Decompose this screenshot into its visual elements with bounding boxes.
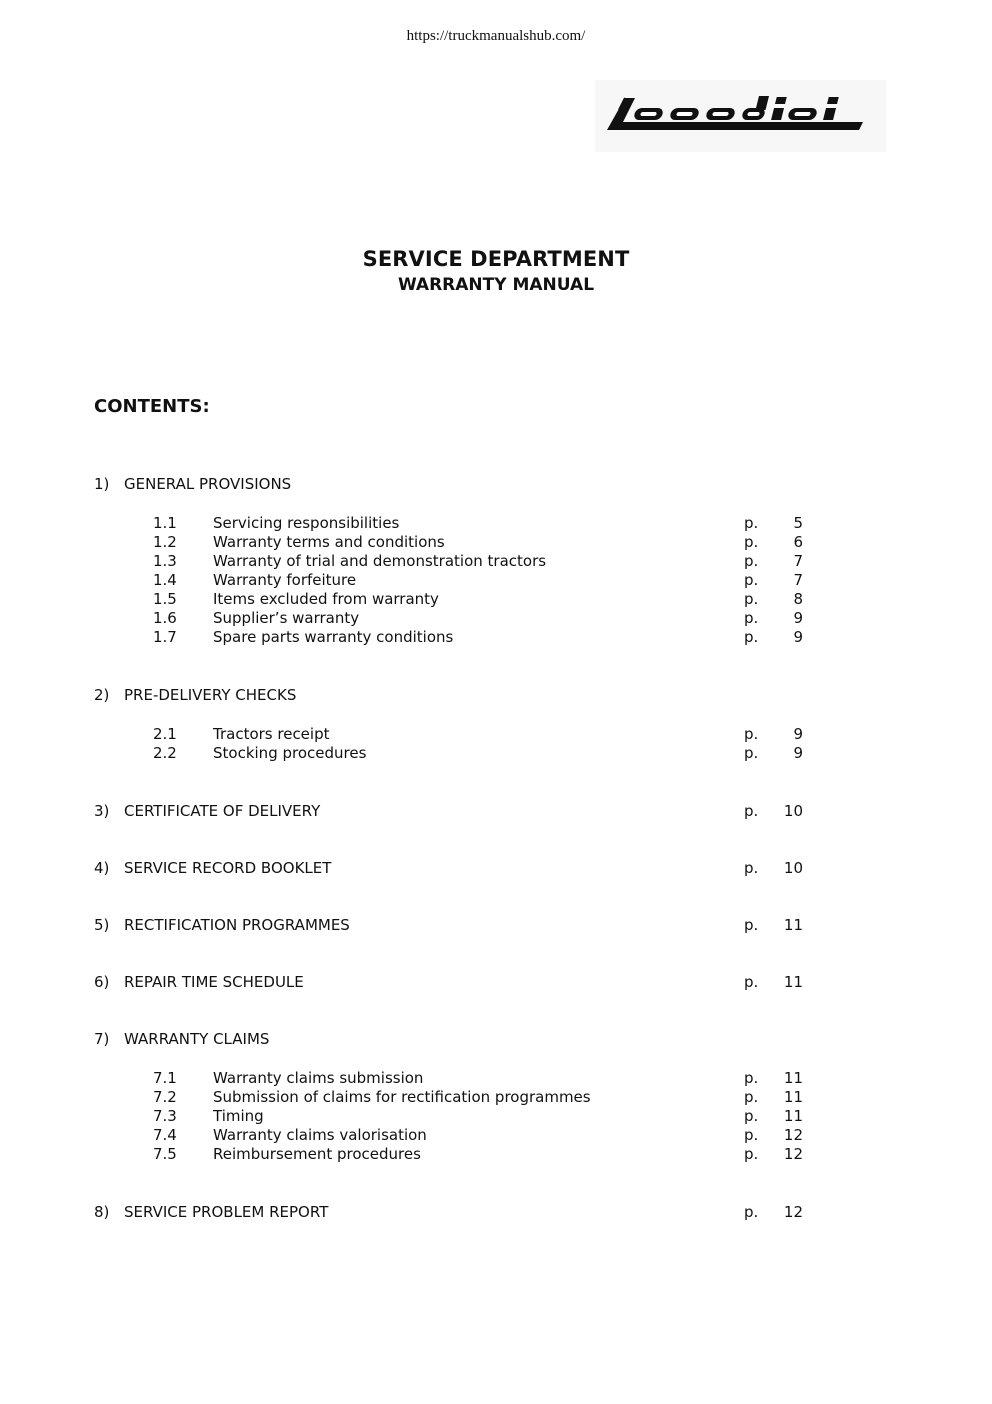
section-number: 5) <box>94 916 110 934</box>
subsection-title: Warranty forfeiture <box>213 571 357 589</box>
toc-section-row <box>0 475 992 494</box>
page-number: 9 <box>793 609 803 627</box>
contents-heading: CONTENTS: <box>94 396 210 417</box>
page-number: 6 <box>793 533 803 551</box>
toc-subsection-row <box>0 1088 992 1107</box>
subsection-number: 7.3 <box>153 1107 177 1125</box>
toc-subsection-row <box>0 628 992 647</box>
toc-subsection-row <box>0 609 992 628</box>
toc-subsection-row <box>0 590 992 609</box>
page-number: 8 <box>793 590 803 608</box>
page-prefix: p. <box>744 1126 759 1144</box>
subsection-number: 1.2 <box>153 533 177 551</box>
subsection-number: 1.6 <box>153 609 177 627</box>
section-number: 6) <box>94 973 110 991</box>
toc-subsection-row <box>0 744 992 763</box>
section-title: GENERAL PROVISIONS <box>124 475 292 493</box>
document-title: SERVICE DEPARTMENT <box>362 247 630 271</box>
page-prefix: p. <box>744 916 759 934</box>
subsection-title: Tractors receipt <box>213 725 330 743</box>
subsection-number: 2.1 <box>153 725 177 743</box>
toc-section-row <box>0 802 992 821</box>
page-number: 10 <box>783 802 803 820</box>
page-prefix: p. <box>744 1145 759 1163</box>
page-number: 5 <box>793 514 803 532</box>
section-number: 8) <box>94 1203 110 1221</box>
toc-subsection-row <box>0 1069 992 1088</box>
page-number: 11 <box>783 1088 803 1106</box>
subsection-number: 1.7 <box>153 628 177 646</box>
source-url: https://truckmanualshub.com/ <box>406 28 586 44</box>
page-prefix: p. <box>744 802 759 820</box>
section-number: 2) <box>94 686 110 704</box>
page-number: 11 <box>783 973 803 991</box>
page-prefix: p. <box>744 1069 759 1087</box>
page-prefix: p. <box>744 552 759 570</box>
toc-subsection-row <box>0 514 992 533</box>
page-prefix: p. <box>744 973 759 991</box>
subsection-number: 2.2 <box>153 744 177 762</box>
subsection-title: Spare parts warranty conditions <box>213 628 454 646</box>
page-prefix: p. <box>744 1107 759 1125</box>
toc-section-row <box>0 1030 992 1049</box>
subsection-title: Submission of claims for rectification programmes <box>213 1088 591 1106</box>
section-number: 4) <box>94 859 110 877</box>
section-number: 1) <box>94 475 110 493</box>
subsection-title: Warranty of trial and demonstration tractors <box>213 552 547 570</box>
page-number: 7 <box>793 552 803 570</box>
subsection-title: Warranty claims valorisation <box>213 1126 427 1144</box>
subsection-title: Warranty terms and conditions <box>213 533 445 551</box>
toc-section-row <box>0 1203 992 1222</box>
subsection-title: Reimbursement procedures <box>213 1145 421 1163</box>
page-prefix: p. <box>744 1203 759 1221</box>
subsection-title: Warranty claims submission <box>213 1069 424 1087</box>
subsection-number: 7.2 <box>153 1088 177 1106</box>
page-prefix: p. <box>744 590 759 608</box>
page-prefix: p. <box>744 533 759 551</box>
section-title: WARRANTY CLAIMS <box>124 1030 270 1048</box>
page-number: 9 <box>793 628 803 646</box>
page-number: 11 <box>783 1069 803 1087</box>
section-title: REPAIR TIME SCHEDULE <box>124 973 304 991</box>
page-prefix: p. <box>744 571 759 589</box>
section-title: CERTIFICATE OF DELIVERY <box>124 802 321 820</box>
toc-subsection-row <box>0 1107 992 1126</box>
toc-subsection-row <box>0 552 992 571</box>
page-prefix: p. <box>744 514 759 532</box>
toc-section-row <box>0 916 992 935</box>
subsection-title: Stocking procedures <box>213 744 367 762</box>
subsection-number: 1.5 <box>153 590 177 608</box>
page-prefix: p. <box>744 744 759 762</box>
subsection-title: Supplier’s warranty <box>213 609 360 627</box>
section-title: PRE-DELIVERY CHECKS <box>124 686 297 704</box>
document-subtitle: WARRANTY MANUAL <box>397 275 595 295</box>
subsection-title: Timing <box>213 1107 264 1125</box>
subsection-title: Items excluded from warranty <box>213 590 439 608</box>
toc-subsection-row <box>0 725 992 744</box>
page-number: 12 <box>783 1203 803 1221</box>
section-title: RECTIFICATION PROGRAMMES <box>124 916 350 934</box>
landini-logo <box>595 80 886 152</box>
subsection-number: 1.4 <box>153 571 177 589</box>
subsection-number: 7.4 <box>153 1126 177 1144</box>
section-number: 7) <box>94 1030 110 1048</box>
toc-section-row <box>0 973 992 992</box>
page-number: 9 <box>793 725 803 743</box>
page-number: 11 <box>783 916 803 934</box>
page-prefix: p. <box>744 725 759 743</box>
subsection-number: 7.5 <box>153 1145 177 1163</box>
page-prefix: p. <box>744 859 759 877</box>
page-prefix: p. <box>744 609 759 627</box>
toc-subsection-row <box>0 571 992 590</box>
page-prefix: p. <box>744 628 759 646</box>
toc-subsection-row <box>0 1126 992 1145</box>
page-number: 12 <box>783 1126 803 1144</box>
page-prefix: p. <box>744 1088 759 1106</box>
subsection-title: Servicing responsibilities <box>213 514 400 532</box>
page-number: 7 <box>793 571 803 589</box>
subsection-number: 1.1 <box>153 514 177 532</box>
section-title: SERVICE PROBLEM REPORT <box>124 1203 329 1221</box>
toc-section-row <box>0 686 992 705</box>
subsection-number: 7.1 <box>153 1069 177 1087</box>
page-number: 9 <box>793 744 803 762</box>
toc-subsection-row <box>0 1145 992 1164</box>
toc-section-row <box>0 859 992 878</box>
page-number: 10 <box>783 859 803 877</box>
section-number: 3) <box>94 802 110 820</box>
section-title: SERVICE RECORD BOOKLET <box>124 859 332 877</box>
page-number: 11 <box>783 1107 803 1125</box>
toc-subsection-row <box>0 533 992 552</box>
page-number: 12 <box>783 1145 803 1163</box>
subsection-number: 1.3 <box>153 552 177 570</box>
